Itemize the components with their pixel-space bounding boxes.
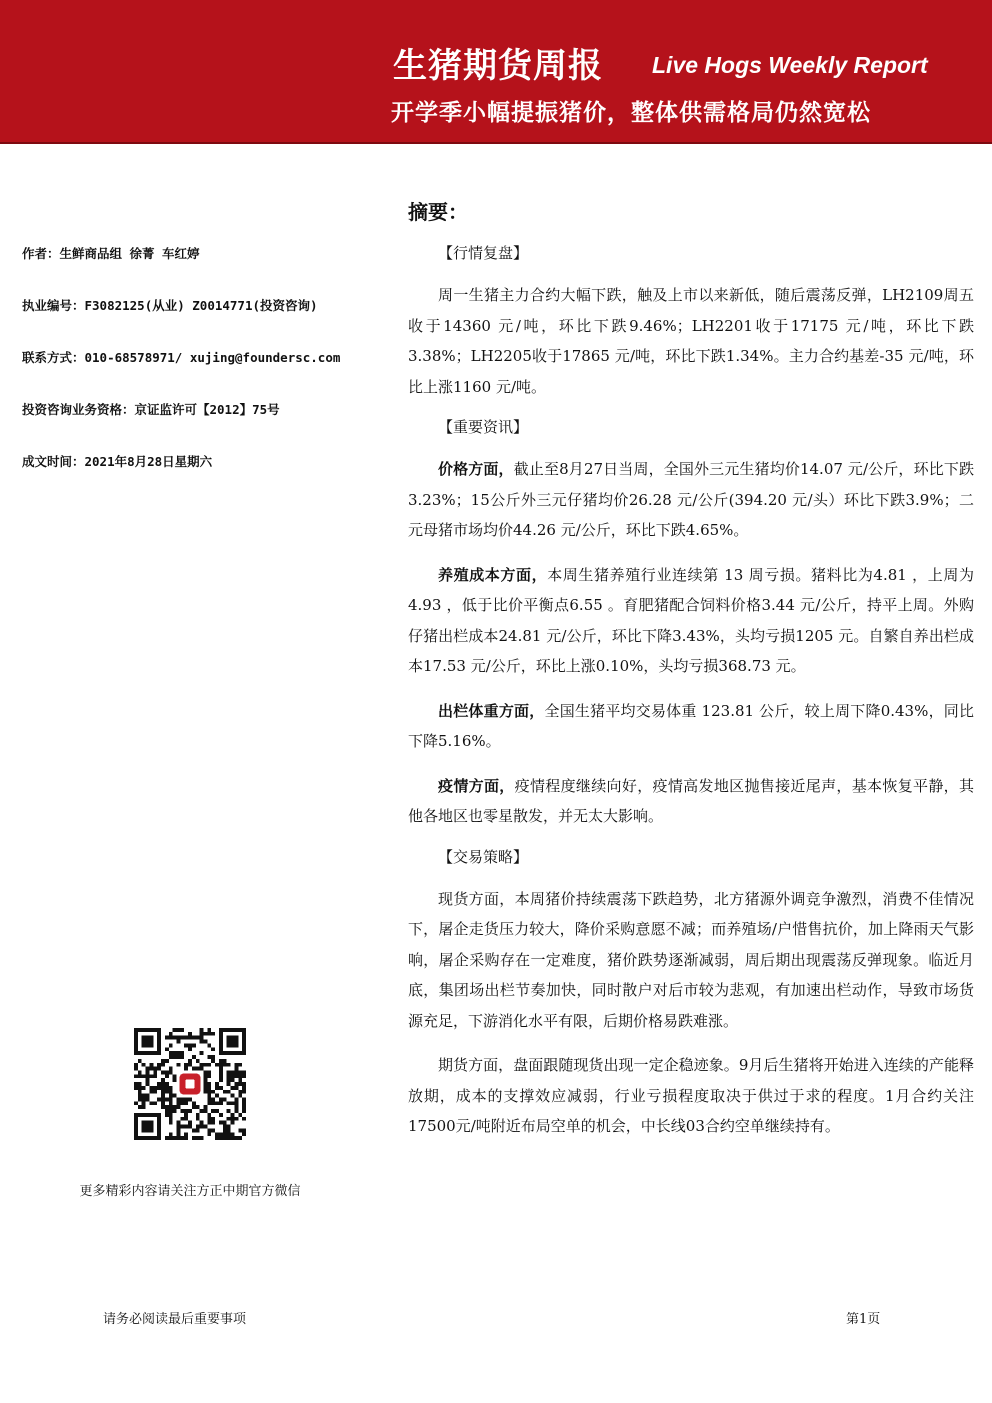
report-title-cn: 生猪期货周报 — [393, 46, 603, 86]
spot-paragraph: 现货方面，本周猪价持续震荡下跌趋势，北方猪源外调竞争激烈，消费不佳情况下，屠企走货压力较大，降价采购意愿不减；而养殖场/户惜售抗价，加上降雨天气影响，屠企采购存在一定难度，猪价跌势逐渐减弱，周后期出现震荡反弹现象。临近月底，集团场出栏节奏加快，同时散户对后市较为悲观，有加速出栏动作，导致市场货源充足，下游消化水平有限，后期价格易跌难涨。 — [408, 889, 974, 1030]
price-paragraph — [408, 454, 974, 546]
footer-notice: 请务必阅读最后重要事项 — [103, 1312, 247, 1327]
report-title-en: Live Hogs Weekly Report — [652, 52, 928, 78]
author-line: 作者：生鲜商品组 徐菁 车红婷 — [22, 246, 200, 261]
section-news-tag: 【重要资讯】 — [438, 418, 529, 436]
futures-paragraph: 期货方面，盘面跟随现货出现一定企稳迹象。9月后生猪将开始进入连续的产能释放期，成本的支撑效应减弱，行业亏损程度取决于供过于求的程度。1月合约关注17500元/吨附近布局空单的机会，中长线03合约空单继续持有。 — [408, 1056, 974, 1135]
summary-panel — [408, 196, 974, 1156]
license-number-line: 执业编号：F3082125(从业) Z0014771(投资咨询) — [22, 298, 318, 313]
qr-code-icon[interactable] — [134, 1028, 246, 1140]
epidemic-text: 疫情程度继续向好，疫情高发地区抛售接近尾声，基本恢复平静，其他各地区也零星散发，并无太大影响。 — [408, 776, 974, 825]
price-lead: 价格方面， — [438, 460, 514, 478]
weight-text: 全国生猪平均交易体重 123.81 公斤，较上周下降0.43%，同比下降5.16%。 — [408, 701, 974, 750]
header-banner — [0, 0, 992, 144]
epidemic-paragraph — [408, 771, 974, 832]
price-text: 截止至8月27日当周，全国外三元生猪均价14.07 元/公斤，环比下跌3.23%；15公斤外三元仔猪均价26.28 元/公斤(394.20 元/头）环比下跌3.9%；二元母猪市场均价44.26 元/公斤，环比下跌4.65%。 — [408, 460, 974, 539]
summary-heading: 摘要： — [408, 200, 468, 224]
cost-lead: 养殖成本方面， — [438, 565, 548, 584]
qualification-line: 投资咨询业务资格：京证监许可【2012】75号 — [22, 402, 280, 417]
cost-text: 本周生猪养殖行业连续第 13 周亏损。猪料比为4.81 ，上周为4.93 ，低于比价平衡点6.55 。育肥猪配合饲料价格3.44 元/公斤，持平上周。外购仔猪出栏成本24.81 元/公斤，环比下降3.43%，头均亏损1205 元。自繁自养出栏成本17.53 元/公斤，环比上涨0.10%，头均亏损368.73 元。 — [408, 565, 974, 675]
cost-paragraph — [408, 560, 974, 682]
report-subtitle: 开学季小幅提振猪价，整体供需格局仍然宽松 — [391, 100, 871, 126]
weight-lead: 出栏体重方面， — [438, 701, 545, 720]
date-line: 成文时间：2021年8月28日星期六 — [22, 454, 213, 469]
page-number: 第1页 — [846, 1312, 881, 1327]
author-info-panel — [22, 236, 392, 496]
market-review-paragraph: 周一生猪主力合约大幅下跌，触及上市以来新低，随后震荡反弹，LH2109周五收于14360 元/吨，环比下跌9.46%；LH2201收于17175 元/吨，环比下跌3.38%；LH2205收于17865 元/吨，环比下跌1.34%。主力合约基差-35 元/吨，环比上涨1160 元/吨。 — [408, 286, 974, 396]
section-market-review-tag: 【行情复盘】 — [438, 244, 529, 262]
section-strategy-tag: 【交易策略】 — [438, 847, 529, 866]
contact-line: 联系方式：010-68578971/ xujing@foundersc.com — [22, 350, 341, 365]
weight-paragraph — [408, 696, 974, 757]
epidemic-lead: 疫情方面， — [438, 776, 515, 795]
qr-caption: 更多精彩内容请关注方正中期官方微信 — [79, 1184, 301, 1199]
